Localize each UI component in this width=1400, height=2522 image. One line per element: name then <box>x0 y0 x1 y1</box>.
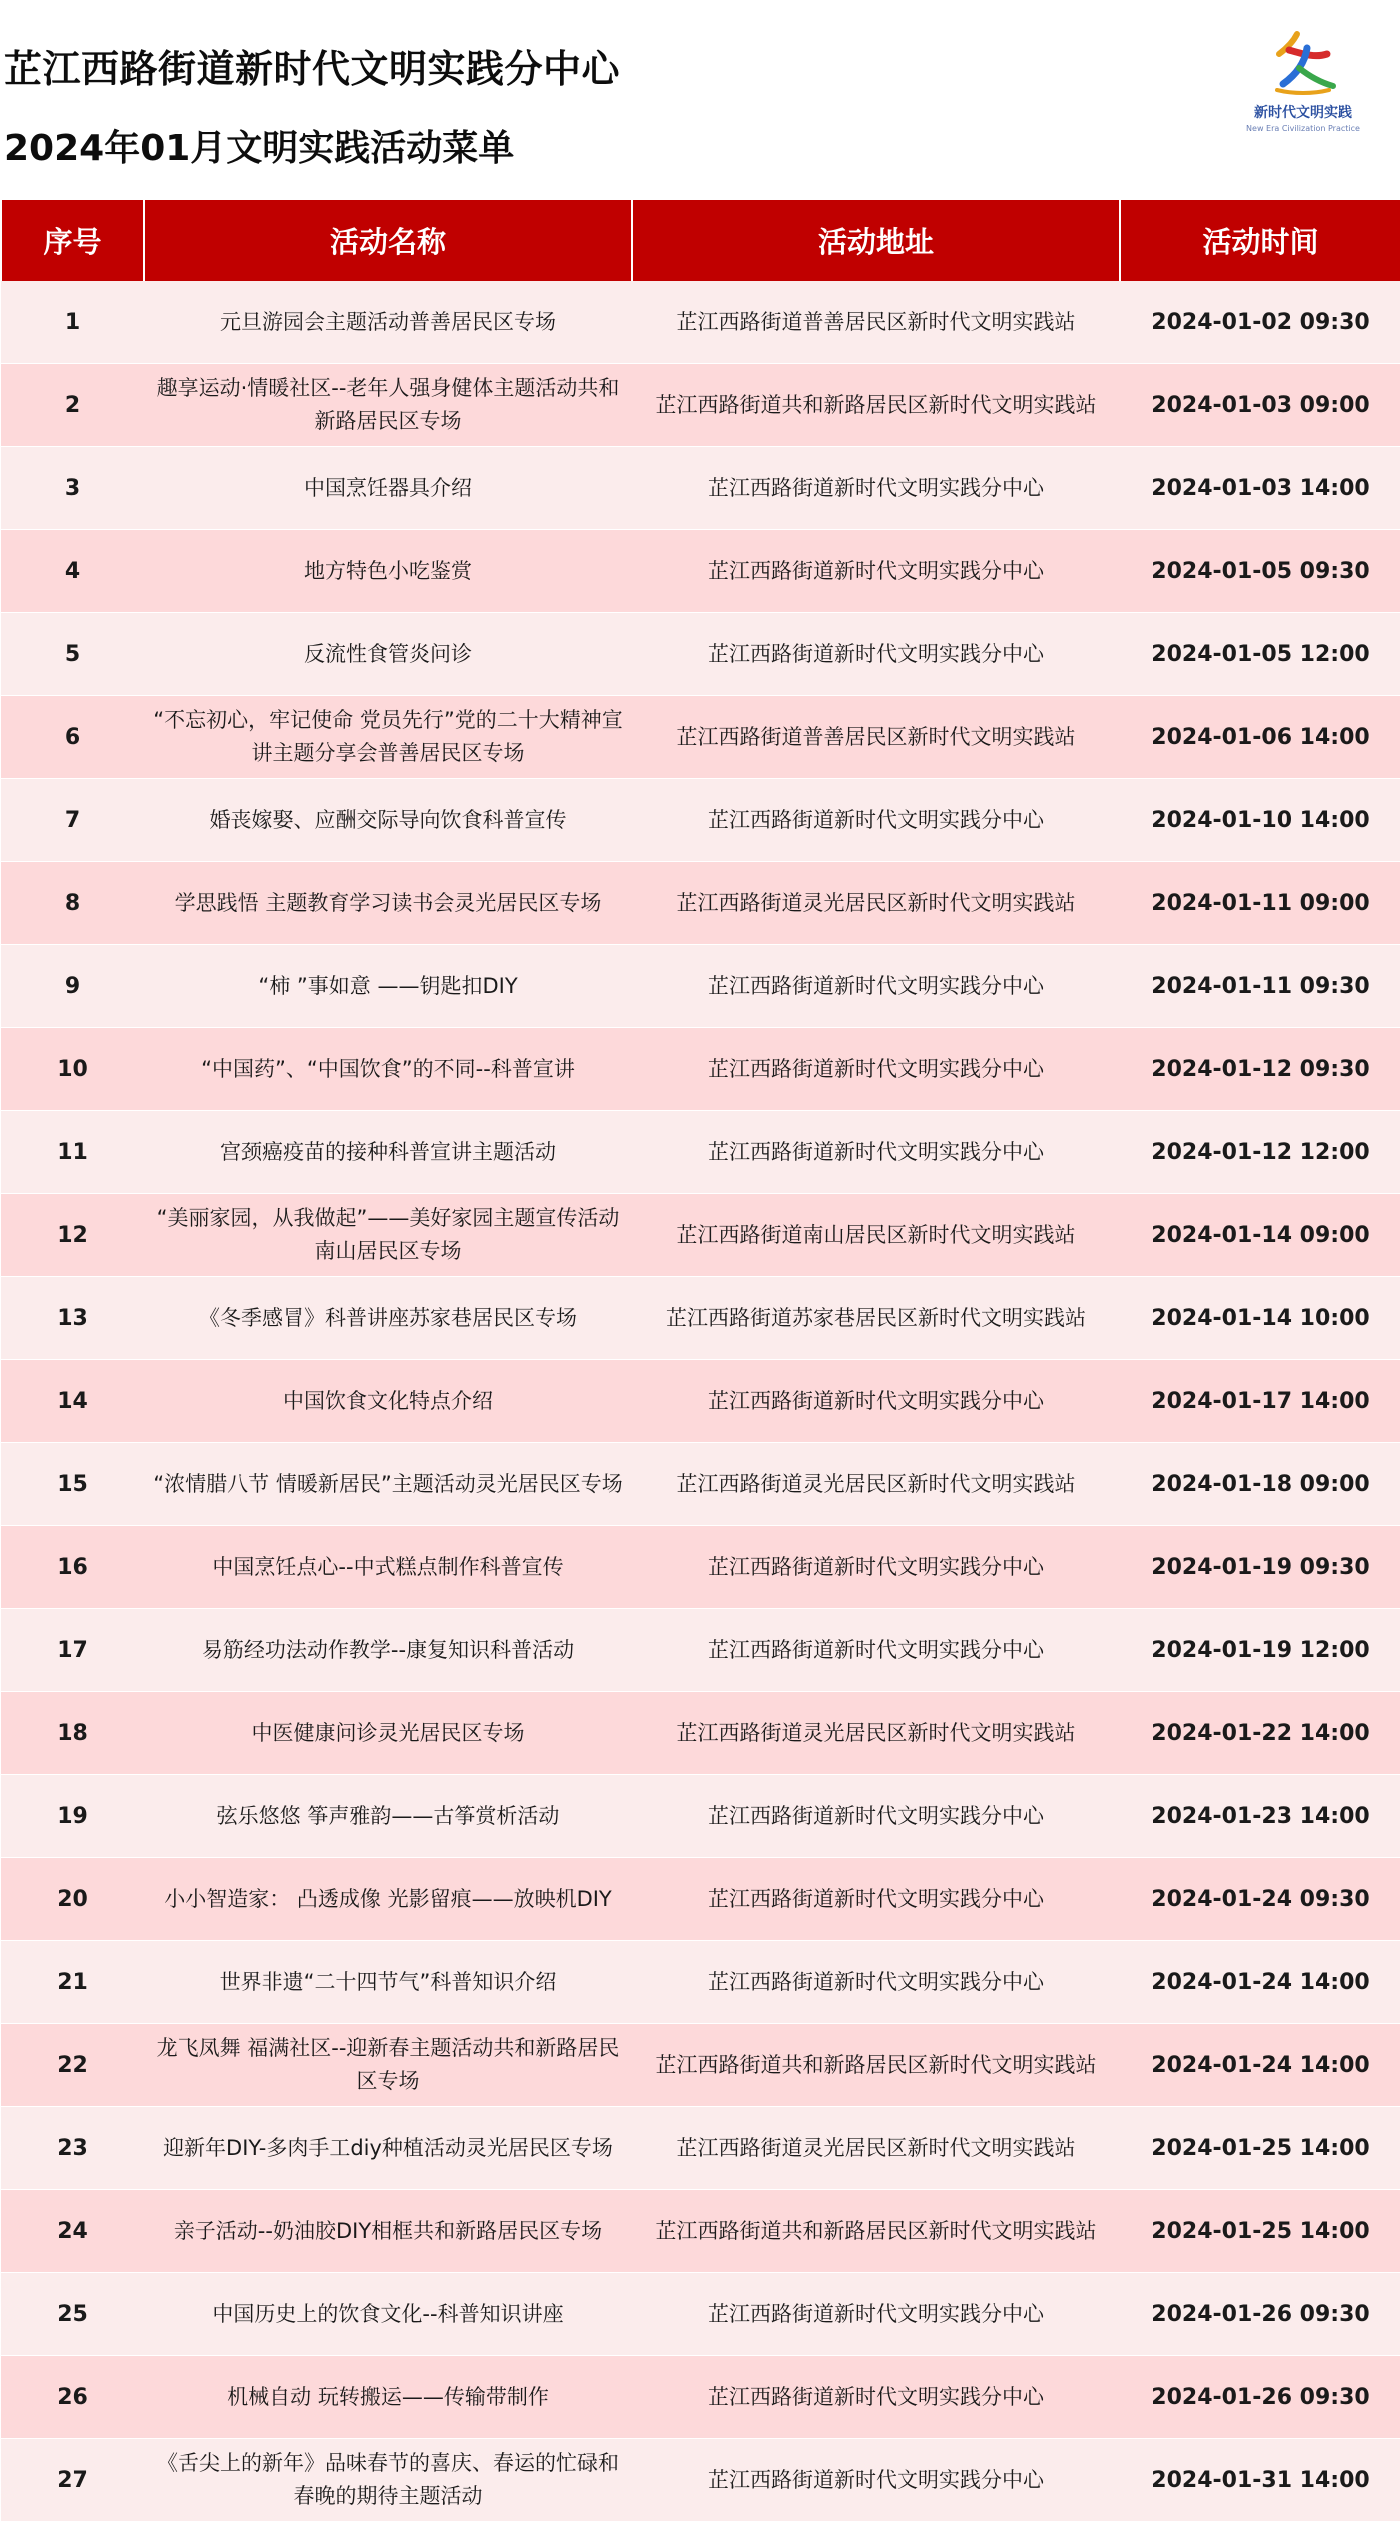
cell-activity-time: 2024-01-24 09:30 <box>1120 1858 1400 1941</box>
cell-activity-time: 2024-01-02 09:30 <box>1120 281 1400 364</box>
table-row <box>1 1277 1400 1360</box>
cell-activity-name: 宫颈癌疫苗的接种科普宣讲主题活动 <box>144 1111 632 1194</box>
cell-no: 23 <box>1 2107 144 2190</box>
cell-activity-name: “柿 ”事如意 ——钥匙扣DIY <box>144 945 632 1028</box>
cell-activity-time: 2024-01-25 14:00 <box>1120 2190 1400 2273</box>
cell-activity-name: 亲子活动--奶油胶DIY相框共和新路居民区专场 <box>144 2190 632 2273</box>
cell-activity-place: 芷江西路街道新时代文明实践分中心 <box>632 779 1120 862</box>
cell-activity-place: 芷江西路街道灵光居民区新时代文明实践站 <box>632 1692 1120 1775</box>
cell-no: 9 <box>1 945 144 1028</box>
cell-activity-place: 芷江西路街道灵光居民区新时代文明实践站 <box>632 1443 1120 1526</box>
cell-activity-place: 芷江西路街道新时代文明实践分中心 <box>632 447 1120 530</box>
table-row <box>1 1194 1400 1277</box>
cell-activity-time: 2024-01-22 14:00 <box>1120 1692 1400 1775</box>
table-row <box>1 1360 1400 1443</box>
cell-activity-place: 芷江西路街道新时代文明实践分中心 <box>632 613 1120 696</box>
col-header-name: 活动名称 <box>144 200 632 281</box>
cell-activity-place: 芷江西路街道普善居民区新时代文明实践站 <box>632 281 1120 364</box>
cell-no: 22 <box>1 2024 144 2107</box>
cell-activity-place: 芷江西路街道新时代文明实践分中心 <box>632 2439 1120 2522</box>
table-row <box>1 1028 1400 1111</box>
table-row <box>1 2273 1400 2356</box>
cell-activity-name: 中国烹饪点心--中式糕点制作科普宣传 <box>144 1526 632 1609</box>
table-row <box>1 364 1400 447</box>
cell-activity-place: 芷江西路街道新时代文明实践分中心 <box>632 1941 1120 2024</box>
cell-activity-place: 芷江西路街道苏家巷居民区新时代文明实践站 <box>632 1277 1120 1360</box>
cell-activity-name: 《冬季感冒》科普讲座苏家巷居民区专场 <box>144 1277 632 1360</box>
table-row <box>1 2190 1400 2273</box>
table-row <box>1 530 1400 613</box>
cell-activity-time: 2024-01-24 14:00 <box>1120 2024 1400 2107</box>
table-row <box>1 1111 1400 1194</box>
cell-activity-name: 中国烹饪器具介绍 <box>144 447 632 530</box>
cell-activity-place: 芷江西路街道新时代文明实践分中心 <box>632 2356 1120 2439</box>
cell-activity-name: 世界非遗“二十四节气”科普知识介绍 <box>144 1941 632 2024</box>
cell-no: 7 <box>1 779 144 862</box>
cell-activity-name: 元旦游园会主题活动普善居民区专场 <box>144 281 632 364</box>
table-row <box>1 779 1400 862</box>
cell-activity-time: 2024-01-25 14:00 <box>1120 2107 1400 2190</box>
cell-activity-place: 芷江西路街道新时代文明实践分中心 <box>632 1028 1120 1111</box>
cell-activity-name: 中国饮食文化特点介绍 <box>144 1360 632 1443</box>
cell-no: 21 <box>1 1941 144 2024</box>
logo-text-cn: 新时代文明实践 <box>1254 105 1352 121</box>
cell-activity-time: 2024-01-24 14:00 <box>1120 1941 1400 2024</box>
col-header-no: 序号 <box>1 200 144 281</box>
cell-no: 5 <box>1 613 144 696</box>
cell-no: 1 <box>1 281 144 364</box>
cell-activity-name: 易筋经功法动作教学--康复知识科普活动 <box>144 1609 632 1692</box>
cell-activity-time: 2024-01-05 09:30 <box>1120 530 1400 613</box>
cell-activity-name: “美丽家园，从我做起”——美好家园主题宣传活动南山居民区专场 <box>144 1194 632 1277</box>
cell-activity-name: 趣享运动·情暖社区--老年人强身健体主题活动共和新路居民区专场 <box>144 364 632 447</box>
cell-no: 11 <box>1 1111 144 1194</box>
cell-activity-place: 芷江西路街道新时代文明实践分中心 <box>632 1526 1120 1609</box>
cell-activity-name: 机械自动 玩转搬运——传输带制作 <box>144 2356 632 2439</box>
table-row <box>1 696 1400 779</box>
cell-no: 14 <box>1 1360 144 1443</box>
cell-no: 17 <box>1 1609 144 1692</box>
cell-activity-place: 芷江西路街道新时代文明实践分中心 <box>632 1360 1120 1443</box>
table-row <box>1 1858 1400 1941</box>
cell-activity-time: 2024-01-26 09:30 <box>1120 2273 1400 2356</box>
cell-no: 26 <box>1 2356 144 2439</box>
cell-activity-name: 迎新年DIY-多肉手工diy种植活动灵光居民区专场 <box>144 2107 632 2190</box>
cell-activity-time: 2024-01-03 14:00 <box>1120 447 1400 530</box>
cell-activity-time: 2024-01-17 14:00 <box>1120 1360 1400 1443</box>
cell-no: 19 <box>1 1775 144 1858</box>
table-row <box>1 1443 1400 1526</box>
cell-activity-name: 小小智造家： 凸透成像 光影留痕——放映机DIY <box>144 1858 632 1941</box>
cell-activity-place: 芷江西路街道普善居民区新时代文明实践站 <box>632 696 1120 779</box>
cell-no: 20 <box>1 1858 144 1941</box>
table-row <box>1 862 1400 945</box>
table-row <box>1 447 1400 530</box>
cell-activity-name: 中国历史上的饮食文化--科普知识讲座 <box>144 2273 632 2356</box>
cell-activity-place: 芷江西路街道新时代文明实践分中心 <box>632 1858 1120 1941</box>
table-row <box>1 2107 1400 2190</box>
cell-activity-time: 2024-01-05 12:00 <box>1120 613 1400 696</box>
cell-activity-name: 学思践悟 主题教育学习读书会灵光居民区专场 <box>144 862 632 945</box>
page-subtitle: 2024年01月文明实践活动菜单 <box>4 128 515 169</box>
cell-activity-place: 芷江西路街道灵光居民区新时代文明实践站 <box>632 2107 1120 2190</box>
cell-activity-name: 地方特色小吃鉴赏 <box>144 530 632 613</box>
cell-activity-name: “中国药”、“中国饮食”的不同--科普宣讲 <box>144 1028 632 1111</box>
cell-activity-name: 中医健康问诊灵光居民区专场 <box>144 1692 632 1775</box>
cell-activity-time: 2024-01-12 12:00 <box>1120 1111 1400 1194</box>
page-header <box>0 0 1400 200</box>
cell-activity-name: 反流性食管炎问诊 <box>144 613 632 696</box>
cell-activity-place: 芷江西路街道新时代文明实践分中心 <box>632 530 1120 613</box>
cell-no: 25 <box>1 2273 144 2356</box>
cell-activity-name: “不忘初心，牢记使命 党员先行”党的二十大精神宣讲主题分享会普善居民区专场 <box>144 696 632 779</box>
cell-activity-time: 2024-01-26 09:30 <box>1120 2356 1400 2439</box>
logo-text-en: New Era Civilization Practice <box>1246 124 1360 133</box>
cell-no: 18 <box>1 1692 144 1775</box>
cell-activity-name: 婚丧嫁娶、应酬交际导向饮食科普宣传 <box>144 779 632 862</box>
cell-no: 8 <box>1 862 144 945</box>
cell-activity-time: 2024-01-19 09:30 <box>1120 1526 1400 1609</box>
cell-activity-place: 芷江西路街道新时代文明实践分中心 <box>632 2273 1120 2356</box>
cell-activity-name: 龙飞凤舞 福满社区--迎新春主题活动共和新路居民区专场 <box>144 2024 632 2107</box>
activity-table <box>0 200 1400 2522</box>
cell-activity-time: 2024-01-14 09:00 <box>1120 1194 1400 1277</box>
table-row <box>1 1775 1400 1858</box>
table-row <box>1 2356 1400 2439</box>
cell-no: 13 <box>1 1277 144 1360</box>
table-row <box>1 281 1400 364</box>
cell-no: 12 <box>1 1194 144 1277</box>
col-header-time: 活动时间 <box>1120 200 1400 281</box>
cell-activity-place: 芷江西路街道南山居民区新时代文明实践站 <box>632 1194 1120 1277</box>
cell-no: 3 <box>1 447 144 530</box>
cell-activity-name: “浓情腊八节 情暖新居民”主题活动灵光居民区专场 <box>144 1443 632 1526</box>
table-row <box>1 1941 1400 2024</box>
cell-no: 16 <box>1 1526 144 1609</box>
civilization-practice-logo <box>1238 28 1368 148</box>
table-row <box>1 1692 1400 1775</box>
cell-activity-name: 弦乐悠悠 筝声雅韵——古筝赏析活动 <box>144 1775 632 1858</box>
table-row <box>1 2024 1400 2107</box>
cell-no: 4 <box>1 530 144 613</box>
cell-activity-place: 芷江西路街道新时代文明实践分中心 <box>632 1111 1120 1194</box>
table-row <box>1 945 1400 1028</box>
cell-no: 24 <box>1 2190 144 2273</box>
cell-no: 27 <box>1 2439 144 2522</box>
cell-activity-place: 芷江西路街道新时代文明实践分中心 <box>632 945 1120 1028</box>
table-row <box>1 613 1400 696</box>
cell-activity-time: 2024-01-10 14:00 <box>1120 779 1400 862</box>
table-row <box>1 1526 1400 1609</box>
cell-activity-place: 芷江西路街道新时代文明实践分中心 <box>632 1609 1120 1692</box>
col-header-place: 活动地址 <box>632 200 1120 281</box>
logo-emblem-icon <box>1263 28 1343 100</box>
cell-activity-name: 《舌尖上的新年》品味春节的喜庆、春运的忙碌和春晚的期待主题活动 <box>144 2439 632 2522</box>
cell-no: 15 <box>1 1443 144 1526</box>
cell-activity-time: 2024-01-06 14:00 <box>1120 696 1400 779</box>
cell-activity-time: 2024-01-23 14:00 <box>1120 1775 1400 1858</box>
cell-activity-time: 2024-01-12 09:30 <box>1120 1028 1400 1111</box>
cell-activity-place: 芷江西路街道新时代文明实践分中心 <box>632 1775 1120 1858</box>
cell-activity-time: 2024-01-31 14:00 <box>1120 2439 1400 2522</box>
table-row <box>1 2439 1400 2522</box>
cell-activity-place: 芷江西路街道共和新路居民区新时代文明实践站 <box>632 364 1120 447</box>
table-row <box>1 1609 1400 1692</box>
cell-activity-time: 2024-01-19 12:00 <box>1120 1609 1400 1692</box>
cell-activity-time: 2024-01-03 09:00 <box>1120 364 1400 447</box>
cell-no: 2 <box>1 364 144 447</box>
cell-activity-place: 芷江西路街道灵光居民区新时代文明实践站 <box>632 862 1120 945</box>
cell-activity-time: 2024-01-11 09:00 <box>1120 862 1400 945</box>
page-title: 芷江西路街道新时代文明实践分中心 <box>4 47 621 91</box>
table-body <box>1 281 1400 2522</box>
cell-activity-time: 2024-01-11 09:30 <box>1120 945 1400 1028</box>
cell-activity-place: 芷江西路街道共和新路居民区新时代文明实践站 <box>632 2190 1120 2273</box>
cell-activity-time: 2024-01-14 10:00 <box>1120 1277 1400 1360</box>
cell-no: 6 <box>1 696 144 779</box>
cell-activity-place: 芷江西路街道共和新路居民区新时代文明实践站 <box>632 2024 1120 2107</box>
cell-no: 10 <box>1 1028 144 1111</box>
cell-activity-time: 2024-01-18 09:00 <box>1120 1443 1400 1526</box>
table-header-row <box>1 200 1400 281</box>
